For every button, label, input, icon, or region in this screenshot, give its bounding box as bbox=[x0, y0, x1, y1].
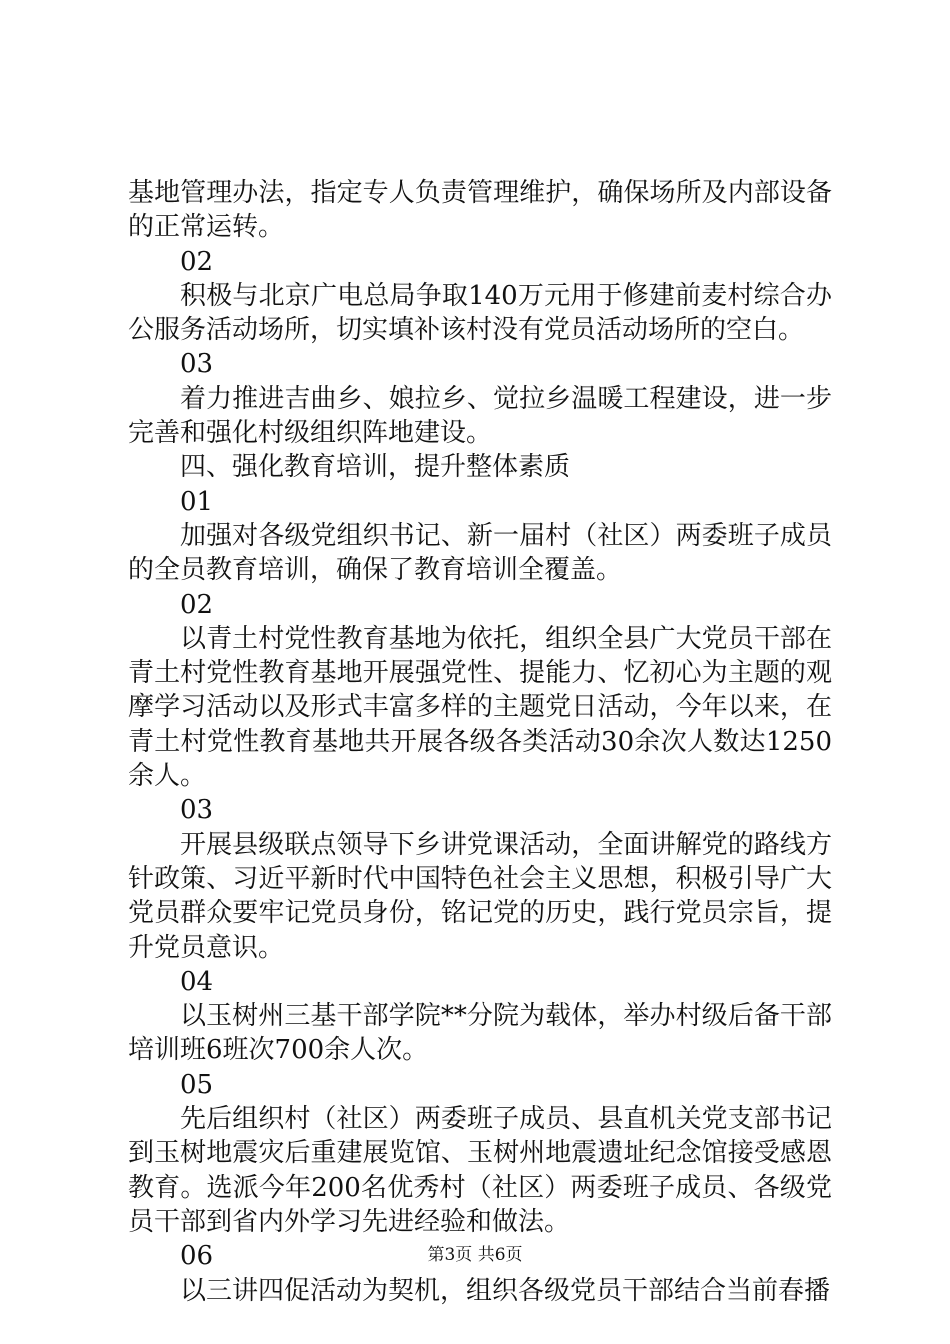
paragraph: 着力推进吉曲乡、娘拉乡、觉拉乡温暖工程建设，进一步完善和强化村级组织阵地建设。 bbox=[128, 383, 832, 449]
paragraph: 积极与北京广电总局争取140万元用于修建前麦村综合办公服务活动场所，切实填补该村没有党员活动场所的空白。 bbox=[128, 280, 832, 346]
paragraph: 以玉树州三基干部学院**分院为载体，举办村级后备干部培训班6班次700余人次。 bbox=[128, 1001, 832, 1066]
item-number: 05 bbox=[180, 1069, 214, 1100]
item-number: 03 bbox=[180, 349, 214, 380]
item-number: 03 bbox=[180, 795, 214, 826]
paragraph: 加强对各级党组织书记、新一届村（社区）两委班子成员的全员教育培训，确保了教育培训全覆盖。 bbox=[128, 520, 832, 586]
item-number: 02 bbox=[180, 246, 214, 277]
item-number: 01 bbox=[180, 486, 214, 517]
document-body bbox=[128, 176, 832, 1308]
item-number: 04 bbox=[180, 966, 214, 997]
paragraph: 以青土村党性教育基地为依托，组织全县广大党员干部在青土村党性教育基地开展强党性、提能力、忆初心为主题的观摩学习活动以及形式丰富多样的主题党日活动，今年以来，在青土村党性教育基地共开展各级各类活动30余次人数达1250余人。 bbox=[128, 623, 832, 792]
section-heading: 四、强化教育培训，提升整体素质 bbox=[180, 452, 571, 483]
item-number: 06 bbox=[180, 1241, 214, 1272]
paragraph: 基地管理办法，指定专人负责管理维护，确保场所及内部设备的正常运转。 bbox=[128, 178, 832, 243]
page-footer: 第3页 共6页 bbox=[427, 1245, 523, 1265]
paragraph: 以三讲四促活动为契机，组织各级党员干部结合当前春播 bbox=[180, 1275, 831, 1306]
paragraph: 先后组织村（社区）两委班子成员、县直机关党支部书记到玉树地震灾后重建展览馆、玉树州地震遗址纪念馆接受感恩教育。选派今年200名优秀村（社区）两委班子成员、各级党员干部到省内外学习先进经验和做法。 bbox=[128, 1104, 832, 1237]
item-number: 02 bbox=[180, 589, 214, 620]
paragraph: 开展县级联点领导下乡讲党课活动，全面讲解党的路线方针政策、习近平新时代中国特色社会主义思想，积极引导广大党员群众要牢记党员身份，铭记党的历史，践行党员宗旨，提升党员意识。 bbox=[128, 829, 832, 963]
